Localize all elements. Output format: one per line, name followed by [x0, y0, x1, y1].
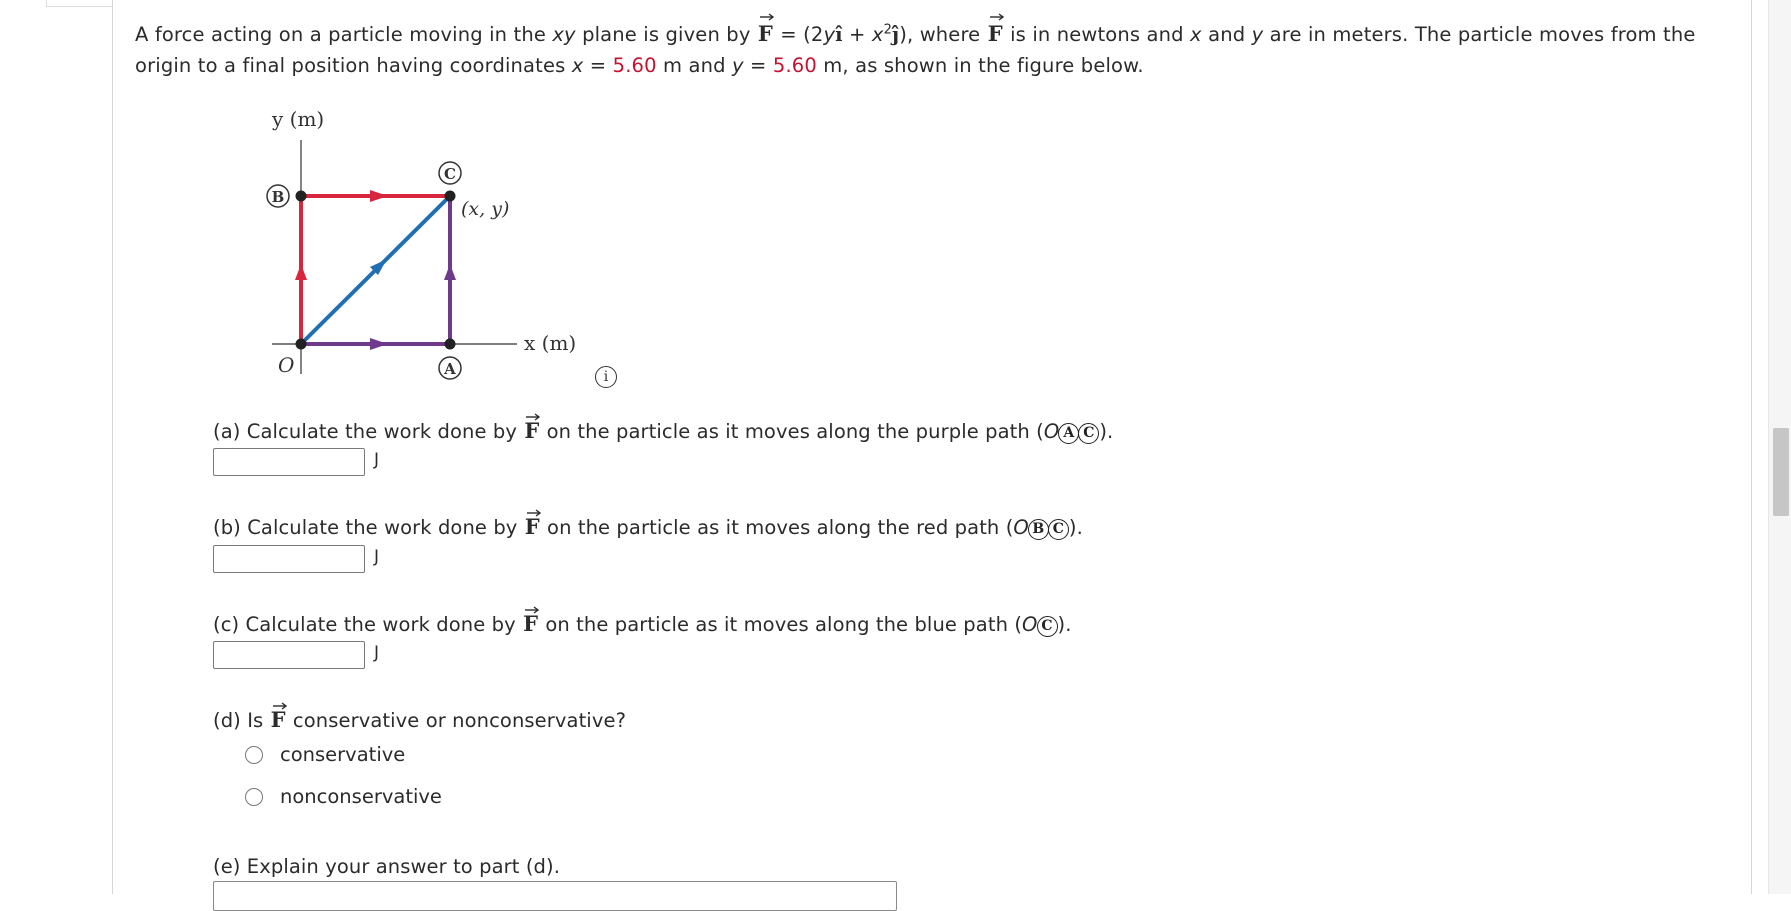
- x-value: 5.60: [612, 54, 657, 77]
- purple-arrow-right: [370, 338, 388, 350]
- point-a: [445, 339, 456, 350]
- point-o: [296, 339, 307, 350]
- question-e: (e) Explain your answer to part (d).: [213, 855, 561, 878]
- answer-c-input[interactable]: [213, 641, 365, 669]
- force-vector-symbol: F: [757, 18, 774, 49]
- y-value: 5.60: [772, 54, 817, 77]
- force-vector-symbol: F: [524, 514, 541, 539]
- info-icon[interactable]: i: [595, 366, 617, 388]
- red-arrow-right: [370, 190, 388, 202]
- red-arrow-up: [295, 264, 307, 280]
- point-c: [445, 191, 456, 202]
- answer-a-unit: J: [374, 450, 380, 470]
- answer-b-unit: J: [374, 547, 380, 567]
- force-vector-symbol: F: [522, 611, 539, 636]
- question-b: (b) Calculate the work done by F on the particle as it moves along the red path (O B C ).: [213, 514, 1083, 540]
- force-vector-symbol: F: [523, 418, 540, 443]
- option-nonconservative[interactable]: nonconservative: [245, 785, 442, 808]
- question-a: (a) Calculate the work done by F on the particle as it moves along the purple path (O A C ).: [213, 418, 1113, 444]
- point-b: [296, 191, 307, 202]
- y-axis-label: y (m): [272, 107, 325, 131]
- point-a-badge: A: [1058, 423, 1079, 444]
- question-d: (d) Is F conservative or nonconservative?: [213, 707, 626, 732]
- x-axis-label: x (m): [524, 331, 577, 355]
- problem-statement: A force acting on a particle moving in the xy plane is given by F = (2yî + $x^2ĵ$), where F is in newtons and x and y are in meters. The particle moves from the origin to a final position having coordinates x = 5.60 m and y = 5.60 m, as shown in the figure below.: [135, 18, 1725, 81]
- path-diagram: [260, 104, 620, 394]
- answer-c-unit: J: [374, 643, 380, 663]
- origin-label: O: [278, 353, 295, 377]
- scrollbar-track[interactable]: [1768, 0, 1791, 894]
- radio-conservative[interactable]: [245, 746, 263, 764]
- answer-a-input[interactable]: [213, 448, 365, 476]
- question-c: (c) Calculate the work done by F on the particle as it moves along the blue path (O C ).: [213, 611, 1072, 637]
- point-c-badge: C: [1078, 423, 1099, 444]
- scrollbar-thumb[interactable]: [1773, 428, 1789, 516]
- point-c-badge: C: [1048, 519, 1069, 540]
- point-c-badge: C: [1037, 616, 1058, 637]
- explanation-textarea[interactable]: [213, 881, 897, 911]
- purple-arrow-up: [444, 264, 456, 280]
- radio-nonconservative[interactable]: [245, 788, 263, 806]
- point-c-coordinates: (x, y): [461, 198, 510, 220]
- point-a-label: A: [444, 360, 456, 378]
- force-vector-symbol: F: [987, 18, 1004, 49]
- point-c-label: C: [444, 165, 456, 183]
- point-b-badge: B: [1028, 519, 1049, 540]
- option-conservative[interactable]: conservative: [245, 743, 405, 766]
- point-b-label: B: [271, 188, 285, 206]
- force-vector-symbol: F: [270, 707, 287, 732]
- answer-b-input[interactable]: [213, 545, 365, 573]
